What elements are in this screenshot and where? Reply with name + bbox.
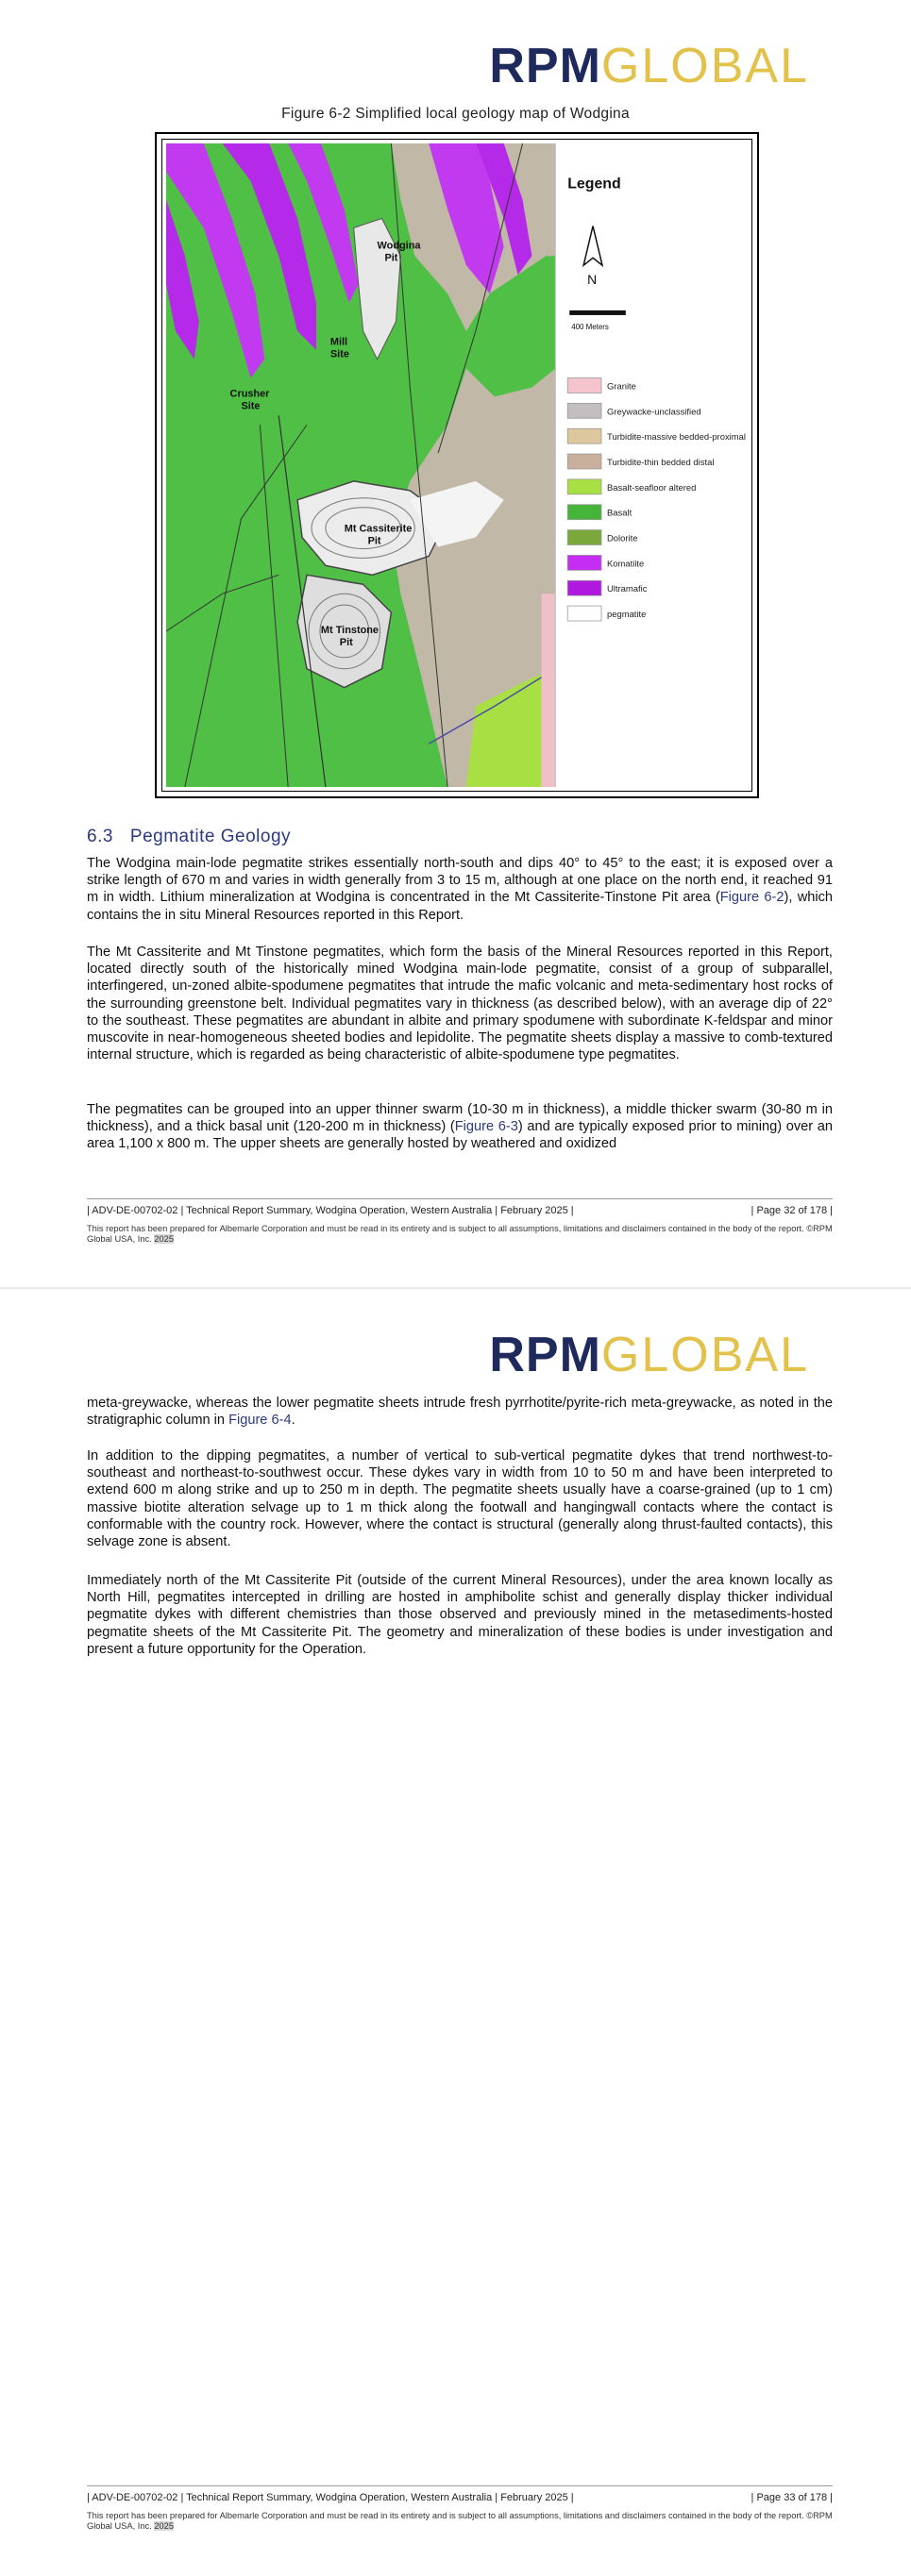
map-label-crusher-site: Site bbox=[241, 400, 261, 412]
map-label-wodgina-pit: Pit bbox=[384, 252, 398, 264]
map-label-mt-cassiterite-pit: Pit bbox=[367, 535, 381, 547]
paragraph-pegmatite-dykes: In addition to the dipping pegmatites, a number of vertical to sub-vertical pegmatite dykes that trend northwest-to-southeast and northeast-to-southwest occur. These dykes vary in width from 10 to 50 m and have been interpreted to extend 600 m along strike and up to 250 m in depth. The pegmatite sheets usually have a coarse-grained (up to 1 cm) massive biotite alteration selvage up to 1 m thick along the footwall and hangingwall contacts where the contact is conformable with the country rock. However, where the contact is structural (generally along thrust-faulted contacts), this selvage zone is absent. bbox=[87, 1448, 833, 1550]
legend-swatch bbox=[567, 505, 601, 520]
page-33 bbox=[0, 1289, 911, 2576]
map-label-mt-tinstone-pit: Pit bbox=[339, 636, 353, 648]
paragraph-mt-cassiterite: The Mt Cassiterite and Mt Tinstone pegmatites, which form the basis of the Mineral Resources reported in this Report, located directly south of the historically mined Wodgina main-lode pegmatite, consist of a group of subparallel, interfingered, un-zoned albite-spodumene pegmatites that intrude the mafic volcanic and meta-sedimentary host rocks of the surrounding greenstone belt. Individual pegmatites vary in thickness (as described below), with an average dip of 22° to the southeast. These pegmatites are abundant in albite and primary spodumene with subordinate K-feldspar and minor muscovite in near-homogeneous sheeted bodies and lepidolite. The pegmatite sheets display a massive to comb-textured internal structure, which is regarded as being characteristic of albite-spodumene type pegmatites. bbox=[87, 945, 833, 1063]
section-heading bbox=[87, 827, 291, 847]
legend-label: Komatiite bbox=[606, 559, 645, 570]
paragraph-pegmatite-swarms: The pegmatites can be grouped into an upper thinner swarm (10-30 m in thickness), a middle thicker swarm (30-80 m in thickness), and a thick basal unit (120-200 m in thickness) (Figure 6-3) and are typically exposed prior to mining) over an area 1,100 x 800 m. The upper sheets are generally hosted by weathered and oxidized bbox=[87, 1102, 833, 1152]
map-label-wodgina: Wodgina bbox=[377, 240, 421, 252]
map-label-mt-tinstone: Mt Tinstone bbox=[320, 624, 380, 636]
legend-label: Granite bbox=[606, 381, 636, 393]
scale-label: 400 Meters bbox=[571, 322, 609, 331]
legend-label: Greywacke-unclassified bbox=[606, 407, 701, 418]
legend-swatch bbox=[567, 428, 601, 443]
geology-map-figure bbox=[155, 132, 759, 798]
legend-swatch bbox=[567, 479, 601, 494]
legend-label: Basalt-seafloor altered bbox=[606, 482, 697, 493]
footer-divider bbox=[87, 1198, 833, 1199]
footer-doc-info: | ADV-DE-00702-02 | Technical Report Summary, Wodgina Operation, Western Australia | February 2025 | bbox=[87, 1205, 574, 1216]
legend-title: Legend bbox=[567, 176, 621, 192]
rpm-global-logo: RPMGLOBAL bbox=[489, 1328, 809, 1382]
paragraph-north-hill: Immediately north of the Mt Cassiterite Pit (outside of the current Mineral Resources), under the area known locally as North Hill, pegmatites intercepted in drilling are hosted in amphibolite schist and generally display thicker individual pegmatite dykes with different chemistries than those observed and previously mined in the metasediments-hosted pegmatite sheets of the Mt Cassiterite Pit. The geometry and mineralization of these bodies is under investigation and present a future opportunity for the Operation. bbox=[87, 1573, 833, 1657]
section-number: 6.3 bbox=[87, 827, 113, 846]
figure-6-4-link[interactable]: Figure 6-4 bbox=[228, 1413, 292, 1429]
legend-swatch bbox=[567, 403, 601, 418]
page-32 bbox=[0, 0, 911, 1287]
legend-swatch bbox=[567, 555, 601, 570]
legend-swatch bbox=[567, 454, 601, 469]
map-label-mt-cassiterite: Mt Cassiterite bbox=[344, 523, 413, 535]
footer-page-number: | Page 33 of 178 | bbox=[751, 2492, 833, 2503]
legend-swatch bbox=[567, 378, 601, 393]
map-label-mill-site: Site bbox=[329, 348, 349, 360]
legend-label: pegmatite bbox=[606, 610, 647, 621]
footer-divider bbox=[87, 2485, 833, 2486]
footer-page-number: | Page 32 of 178 | bbox=[751, 1205, 833, 1216]
legend-label: Ultramafic bbox=[606, 584, 648, 595]
north-label: N bbox=[587, 272, 598, 288]
footer-doc-info: | ADV-DE-00702-02 | Technical Report Summary, Wodgina Operation, Western Australia | February 2025 | bbox=[87, 2492, 574, 2503]
legend-label: Basalt bbox=[606, 508, 633, 519]
map-label-mill: Mill bbox=[329, 336, 348, 348]
paragraph-meta-greywacke: meta-greywacke, whereas the lower pegmatite sheets intrude fresh pyrrhotite/pyrite-rich meta-greywacke, as noted in the stratigraphic column in Figure 6-4. bbox=[87, 1396, 833, 1429]
page-footer bbox=[87, 1205, 833, 1216]
scale-bar bbox=[569, 310, 626, 315]
geology-map bbox=[166, 143, 748, 787]
legend-swatch bbox=[567, 580, 601, 595]
legend-label: Turbidite-thin bedded distal bbox=[606, 457, 715, 469]
figure-6-2-link[interactable]: Figure 6-2 bbox=[719, 890, 784, 906]
legend-swatch bbox=[567, 606, 601, 621]
figure-caption: Figure 6-2 Simplified local geology map of Wodgina bbox=[281, 106, 630, 122]
legend-label: Dolorite bbox=[606, 533, 638, 544]
disclaimer: This report has been prepared for Albemarle Corporation and must be read in its entirety and is subject to all assumptions, limitations and disclaimers contained in the body of the report. ©RPM Global USA, Inc. 2025 bbox=[87, 1224, 833, 1244]
figure-6-3-link[interactable]: Figure 6-3 bbox=[454, 1119, 518, 1135]
map-label-crusher: Crusher bbox=[229, 388, 270, 400]
section-title: Pegmatite Geology bbox=[129, 827, 292, 846]
disclaimer: This report has been prepared for Albemarle Corporation and must be read in its entirety and is subject to all assumptions, limitations and disclaimers contained in the body of the report. ©RPM Global USA, Inc. 2025 bbox=[87, 2511, 833, 2531]
legend-swatch bbox=[567, 530, 601, 545]
page-footer bbox=[87, 2492, 833, 2503]
paragraph-main-lode: The Wodgina main-lode pegmatite strikes essentially north-south and dips 40° to 45° to the east; it is exposed over a strike length of 670 m and varies in width generally from 3 to 15 m, although at one place on the north end, it reached 91 m in width. Lithium mineralization at Wodgina is concentrated in the Mt Cassiterite-Tinstone Pit area (Figure 6-2), which contains the in situ Mineral Resources reported in this Report. bbox=[87, 856, 834, 923]
rpm-global-logo: RPMGLOBAL bbox=[489, 39, 809, 93]
legend-label: Turbidite-massive bedded-proximal bbox=[606, 432, 746, 443]
